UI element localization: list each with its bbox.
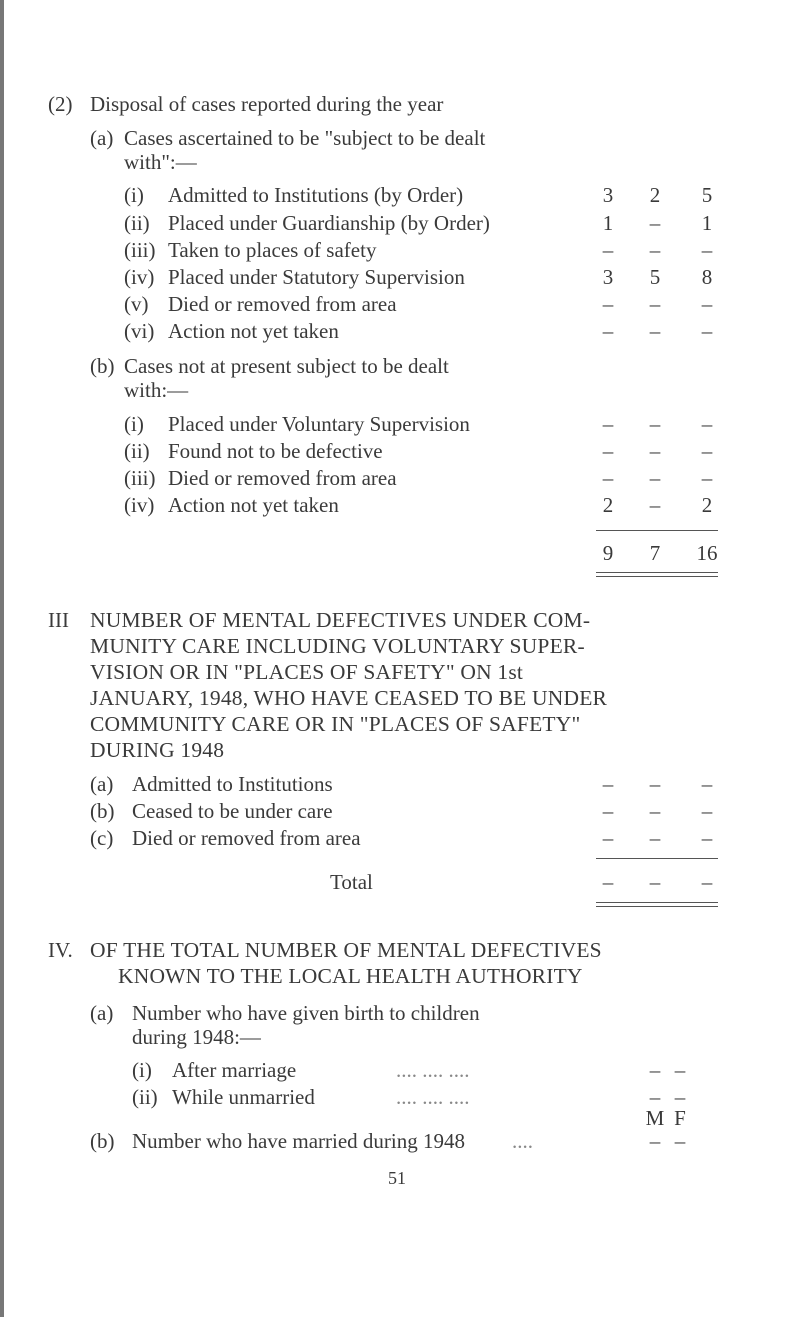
cell-m: – <box>649 1129 661 1153</box>
cell-m: – <box>602 412 614 436</box>
cell-total: 1 <box>701 211 713 235</box>
total-m: 9 <box>602 541 614 565</box>
row-marker: (ii) <box>124 211 150 235</box>
row-label: Taken to places of safety <box>168 238 377 262</box>
subtotal-rule <box>596 530 718 531</box>
row-label: Died or removed from area <box>132 826 361 850</box>
row-label: After marriage <box>172 1058 297 1082</box>
heading-line: MUNITY CARE INCLUDING VOLUNTARY SUPER- <box>90 634 585 658</box>
row-marker: (b) <box>90 799 115 823</box>
cell-total: – <box>701 772 713 796</box>
section2-marker: (2) <box>48 92 73 116</box>
row-label: Admitted to Institutions <box>132 772 333 796</box>
cell-total: – <box>701 292 713 316</box>
cell-f: – <box>649 826 661 850</box>
row-marker: (i) <box>132 1058 152 1082</box>
section2b-line1: Cases not at present subject to be dealt <box>124 354 449 378</box>
row-marker: (i) <box>124 412 144 436</box>
row-marker: (c) <box>90 826 114 850</box>
leader-dots: .... .... .... <box>396 1085 470 1109</box>
column-header-m: M <box>645 1106 665 1130</box>
cell-f: – <box>649 772 661 796</box>
cell-m: 3 <box>602 183 614 207</box>
row-marker: (ii) <box>132 1085 158 1109</box>
cell-total: – <box>701 439 713 463</box>
column-header-f: F <box>674 1106 686 1130</box>
section2a-marker: (a) <box>90 126 114 150</box>
cell-total: – <box>701 799 713 823</box>
total-rule-bottom <box>596 576 718 577</box>
cell-m: 1 <box>602 211 614 235</box>
row-label: Ceased to be under care <box>132 799 333 823</box>
total-m: – <box>602 870 614 894</box>
total-label: Total <box>330 870 373 894</box>
heading-line: JANUARY, 1948, WHO HAVE CEASED TO BE UNDER <box>90 686 608 710</box>
total-rule-bottom <box>596 906 718 907</box>
section2a-line2: with":— <box>124 150 197 174</box>
cell-f: – <box>649 466 661 490</box>
cell-m: – <box>602 292 614 316</box>
cell-total: – <box>701 466 713 490</box>
leader-dots: .... <box>512 1129 533 1153</box>
cell-m: – <box>602 439 614 463</box>
cell-f: – <box>649 412 661 436</box>
total-total: – <box>701 870 713 894</box>
row-label: Died or removed from area <box>168 292 397 316</box>
total-rule-top <box>596 902 718 903</box>
cell-m: – <box>649 1085 661 1109</box>
cell-total: – <box>701 826 713 850</box>
subtotal-rule <box>596 858 718 859</box>
row-marker: (iii) <box>124 466 156 490</box>
row-marker: (iv) <box>124 493 155 517</box>
cell-m: – <box>602 319 614 343</box>
cell-m: 3 <box>602 265 614 289</box>
page-number: 51 <box>388 1168 406 1188</box>
total-f: – <box>649 870 661 894</box>
cell-total: – <box>701 319 713 343</box>
cell-m: – <box>602 772 614 796</box>
cell-f: – <box>674 1058 686 1082</box>
section3-marker: III <box>48 608 69 632</box>
section2a-line1: Cases ascertained to be "subject to be dealt <box>124 126 486 150</box>
section4a-line2: during 1948:— <box>132 1025 261 1049</box>
cell-f: – <box>674 1129 686 1153</box>
row-label: Admitted to Institutions (by Order) <box>168 183 464 207</box>
cell-total: 2 <box>701 493 713 517</box>
row-label: Placed under Statutory Supervision <box>168 265 465 289</box>
leader-dots: .... .... .... <box>396 1058 470 1082</box>
heading-line: KNOWN TO THE LOCAL HEALTH AUTHORITY <box>118 964 583 988</box>
section2-title: Disposal of cases reported during the year <box>90 92 444 116</box>
row-marker: (iii) <box>124 238 156 262</box>
cell-m: – <box>602 238 614 262</box>
row-marker: (vi) <box>124 319 155 343</box>
heading-line: DURING 1948 <box>90 738 225 762</box>
cell-f: – <box>649 439 661 463</box>
cell-f: – <box>649 319 661 343</box>
row-marker: (ii) <box>124 439 150 463</box>
row-marker: (v) <box>124 292 149 316</box>
cell-total: 5 <box>701 183 713 207</box>
row-label: Died or removed from area <box>168 466 397 490</box>
cell-m: – <box>602 799 614 823</box>
cell-f: – <box>674 1085 686 1109</box>
cell-total: 8 <box>701 265 713 289</box>
row-marker: (a) <box>90 772 114 796</box>
row-label: Action not yet taken <box>168 319 339 343</box>
row-label: Action not yet taken <box>168 493 339 517</box>
cell-f: – <box>649 292 661 316</box>
section4-marker: IV. <box>48 938 73 962</box>
row-label: Placed under Voluntary Supervision <box>168 412 470 436</box>
cell-f: – <box>649 799 661 823</box>
heading-line: COMMUNITY CARE OR IN "PLACES OF SAFETY" <box>90 712 581 736</box>
cell-f: 5 <box>649 265 661 289</box>
row-label: While unmarried <box>172 1085 315 1109</box>
row-marker: (iv) <box>124 265 155 289</box>
section4a-line1: Number who have given birth to children <box>132 1001 480 1025</box>
section2b-line2: with:— <box>124 378 189 402</box>
row-marker: (b) <box>90 1129 115 1153</box>
total-total: 16 <box>696 541 718 565</box>
heading-line: NUMBER OF MENTAL DEFECTIVES UNDER COM- <box>90 608 591 632</box>
cell-total: – <box>701 412 713 436</box>
total-rule-top <box>596 572 718 573</box>
section4a-marker: (a) <box>90 1001 114 1025</box>
cell-f: 2 <box>649 183 661 207</box>
row-label: Placed under Guardianship (by Order) <box>168 211 490 235</box>
total-f: 7 <box>649 541 661 565</box>
heading-line: VISION OR IN "PLACES OF SAFETY" ON 1st <box>90 660 524 684</box>
cell-f: – <box>649 211 661 235</box>
row-label: Number who have married during 1948 <box>132 1129 465 1153</box>
row-marker: (i) <box>124 183 144 207</box>
row-label: Found not to be defective <box>168 439 383 463</box>
cell-m: – <box>649 1058 661 1082</box>
cell-m: – <box>602 466 614 490</box>
cell-m: 2 <box>602 493 614 517</box>
section2b-marker: (b) <box>90 354 115 378</box>
cell-f: – <box>649 238 661 262</box>
page-edge <box>0 0 4 1317</box>
cell-total: – <box>701 238 713 262</box>
cell-f: – <box>649 493 661 517</box>
heading-line: OF THE TOTAL NUMBER OF MENTAL DEFECTIVES <box>90 938 602 962</box>
cell-m: – <box>602 826 614 850</box>
